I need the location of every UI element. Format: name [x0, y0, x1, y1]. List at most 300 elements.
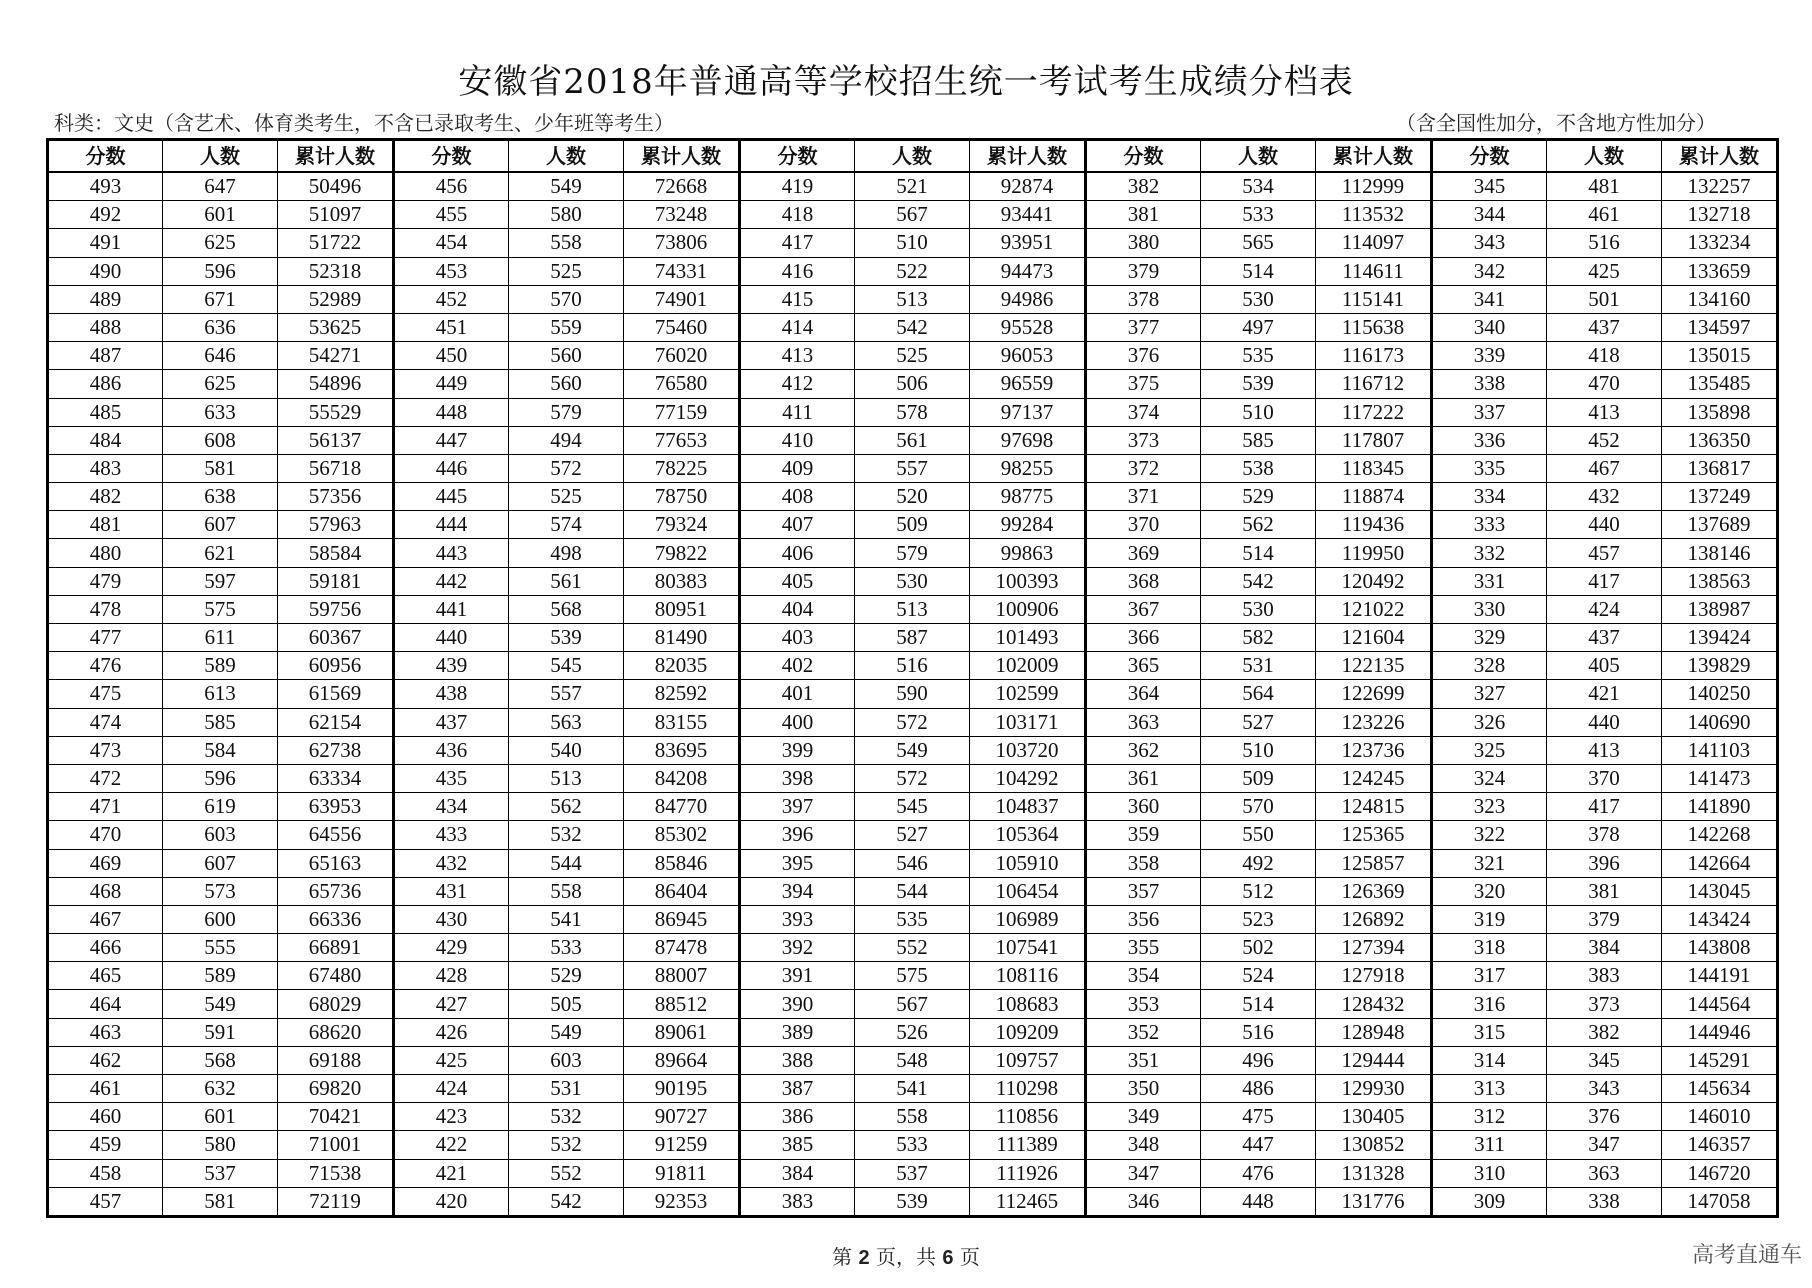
cell-score: 483 — [48, 454, 163, 482]
cell-score: 318 — [1432, 934, 1547, 962]
cell-score: 425 — [394, 1046, 509, 1074]
cell-count: 513 — [855, 285, 970, 313]
cell-cumulative: 97698 — [970, 426, 1086, 454]
cell-count: 513 — [855, 595, 970, 623]
cell-count: 580 — [509, 201, 624, 229]
cell-count: 529 — [1201, 483, 1316, 511]
cell-score: 404 — [740, 595, 855, 623]
cell-score: 375 — [1086, 370, 1201, 398]
cell-cumulative: 117222 — [1316, 398, 1432, 426]
table-row — [48, 370, 1778, 398]
cell-score: 446 — [394, 454, 509, 482]
cell-score: 332 — [1432, 539, 1547, 567]
cell-cumulative: 129444 — [1316, 1046, 1432, 1074]
cell-cumulative: 111926 — [970, 1159, 1086, 1187]
cell-score: 366 — [1086, 624, 1201, 652]
cell-cumulative: 61569 — [278, 680, 394, 708]
cell-score: 349 — [1086, 1103, 1201, 1131]
table-row — [48, 680, 1778, 708]
cell-count: 539 — [1201, 370, 1316, 398]
table-row — [48, 426, 1778, 454]
cell-count: 514 — [1201, 539, 1316, 567]
cell-cumulative: 140690 — [1662, 708, 1778, 736]
cell-score: 362 — [1086, 736, 1201, 764]
cell-count: 549 — [855, 736, 970, 764]
cell-score: 360 — [1086, 793, 1201, 821]
cell-count: 513 — [509, 764, 624, 792]
cell-score: 333 — [1432, 511, 1547, 539]
cell-score: 409 — [740, 454, 855, 482]
cell-count: 506 — [855, 370, 970, 398]
cell-count: 525 — [855, 342, 970, 370]
cell-score: 335 — [1432, 454, 1547, 482]
cell-count: 532 — [509, 821, 624, 849]
cell-score: 406 — [740, 539, 855, 567]
cell-count: 509 — [855, 511, 970, 539]
cell-cumulative: 69820 — [278, 1075, 394, 1103]
table-row — [48, 539, 1778, 567]
cell-count: 589 — [163, 652, 278, 680]
cell-score: 476 — [48, 652, 163, 680]
cell-cumulative: 68620 — [278, 1018, 394, 1046]
cell-count: 558 — [509, 877, 624, 905]
table-row — [48, 652, 1778, 680]
cell-cumulative: 89061 — [624, 1018, 740, 1046]
cell-score: 468 — [48, 877, 163, 905]
cell-cumulative: 75460 — [624, 313, 740, 341]
column-header-score: 分数 — [1432, 140, 1547, 173]
cell-score: 353 — [1086, 990, 1201, 1018]
cell-score: 456 — [394, 172, 509, 201]
table-row — [48, 567, 1778, 595]
cell-score: 313 — [1432, 1075, 1547, 1103]
cell-count: 363 — [1547, 1159, 1662, 1187]
cell-cumulative: 98775 — [970, 483, 1086, 511]
cell-count: 417 — [1547, 793, 1662, 821]
cell-count: 526 — [855, 1018, 970, 1046]
cell-count: 467 — [1547, 454, 1662, 482]
cell-count: 633 — [163, 398, 278, 426]
cell-cumulative: 145634 — [1662, 1075, 1778, 1103]
column-header-count: 人数 — [509, 140, 624, 173]
cell-score: 321 — [1432, 849, 1547, 877]
cell-cumulative: 119950 — [1316, 539, 1432, 567]
cell-cumulative: 92353 — [624, 1187, 740, 1216]
cell-score: 383 — [740, 1187, 855, 1216]
cell-count: 582 — [1201, 624, 1316, 652]
cell-count: 418 — [1547, 342, 1662, 370]
cell-count: 481 — [1547, 172, 1662, 201]
cell-count: 632 — [163, 1075, 278, 1103]
cell-cumulative: 102009 — [970, 652, 1086, 680]
cell-score: 365 — [1086, 652, 1201, 680]
cell-count: 584 — [163, 736, 278, 764]
cell-count: 544 — [509, 849, 624, 877]
cell-score: 440 — [394, 624, 509, 652]
cell-cumulative: 58584 — [278, 539, 394, 567]
cell-score: 382 — [1086, 172, 1201, 201]
cell-cumulative: 141103 — [1662, 736, 1778, 764]
cell-count: 529 — [509, 962, 624, 990]
cell-score: 400 — [740, 708, 855, 736]
cell-score: 376 — [1086, 342, 1201, 370]
cell-score: 463 — [48, 1018, 163, 1046]
cell-cumulative: 138563 — [1662, 567, 1778, 595]
cell-cumulative: 144946 — [1662, 1018, 1778, 1046]
cell-cumulative: 77653 — [624, 426, 740, 454]
cell-score: 439 — [394, 652, 509, 680]
cell-count: 382 — [1547, 1018, 1662, 1046]
cell-cumulative: 57963 — [278, 511, 394, 539]
cell-count: 542 — [1201, 567, 1316, 595]
table-row — [48, 821, 1778, 849]
cell-score: 460 — [48, 1103, 163, 1131]
cell-count: 345 — [1547, 1046, 1662, 1074]
cell-score: 481 — [48, 511, 163, 539]
cell-cumulative: 74901 — [624, 285, 740, 313]
cell-score: 311 — [1432, 1131, 1547, 1159]
cell-cumulative: 91259 — [624, 1131, 740, 1159]
cell-cumulative: 141473 — [1662, 764, 1778, 792]
cell-count: 590 — [855, 680, 970, 708]
cell-count: 558 — [509, 229, 624, 257]
cell-count: 607 — [163, 511, 278, 539]
cell-cumulative: 78225 — [624, 454, 740, 482]
column-header-count: 人数 — [1201, 140, 1316, 173]
cell-score: 319 — [1432, 905, 1547, 933]
cell-score: 492 — [48, 201, 163, 229]
cell-cumulative: 104292 — [970, 764, 1086, 792]
cell-score: 416 — [740, 257, 855, 285]
cell-score: 469 — [48, 849, 163, 877]
cell-count: 347 — [1547, 1131, 1662, 1159]
cell-score: 328 — [1432, 652, 1547, 680]
cell-score: 347 — [1086, 1159, 1201, 1187]
cell-count: 421 — [1547, 680, 1662, 708]
cell-score: 426 — [394, 1018, 509, 1046]
cell-cumulative: 81490 — [624, 624, 740, 652]
cell-cumulative: 122135 — [1316, 652, 1432, 680]
cell-count: 470 — [1547, 370, 1662, 398]
cell-count: 600 — [163, 905, 278, 933]
cell-count: 560 — [509, 342, 624, 370]
cell-score: 453 — [394, 257, 509, 285]
cell-cumulative: 146720 — [1662, 1159, 1778, 1187]
cell-cumulative: 128948 — [1316, 1018, 1432, 1046]
cell-cumulative: 93441 — [970, 201, 1086, 229]
cell-score: 402 — [740, 652, 855, 680]
cell-cumulative: 115141 — [1316, 285, 1432, 313]
cell-count: 542 — [509, 1187, 624, 1216]
column-header-cumulative: 累计人数 — [624, 140, 740, 173]
cell-count: 549 — [163, 990, 278, 1018]
cell-score: 422 — [394, 1131, 509, 1159]
cell-cumulative: 118874 — [1316, 483, 1432, 511]
cell-score: 336 — [1432, 426, 1547, 454]
cell-cumulative: 133234 — [1662, 229, 1778, 257]
cell-cumulative: 99863 — [970, 539, 1086, 567]
cell-count: 557 — [855, 454, 970, 482]
cell-cumulative: 108683 — [970, 990, 1086, 1018]
cell-score: 381 — [1086, 201, 1201, 229]
cell-count: 560 — [509, 370, 624, 398]
cell-cumulative: 120492 — [1316, 567, 1432, 595]
cell-count: 413 — [1547, 736, 1662, 764]
cell-count: 541 — [509, 905, 624, 933]
current-page-number: 2 — [858, 1247, 870, 1269]
cell-score: 342 — [1432, 257, 1547, 285]
cell-score: 405 — [740, 567, 855, 595]
cell-cumulative: 89664 — [624, 1046, 740, 1074]
cell-score: 330 — [1432, 595, 1547, 623]
cell-cumulative: 121604 — [1316, 624, 1432, 652]
cell-score: 421 — [394, 1159, 509, 1187]
cell-score: 407 — [740, 511, 855, 539]
cell-count: 562 — [1201, 511, 1316, 539]
cell-count: 437 — [1547, 624, 1662, 652]
cell-cumulative: 146357 — [1662, 1131, 1778, 1159]
cell-count: 338 — [1547, 1187, 1662, 1216]
cell-cumulative: 73248 — [624, 201, 740, 229]
table-row — [48, 962, 1778, 990]
table-row — [48, 595, 1778, 623]
cell-cumulative: 124245 — [1316, 764, 1432, 792]
cell-score: 373 — [1086, 426, 1201, 454]
cell-score: 427 — [394, 990, 509, 1018]
cell-score: 428 — [394, 962, 509, 990]
cell-cumulative: 110298 — [970, 1075, 1086, 1103]
cell-cumulative: 65736 — [278, 877, 394, 905]
cell-cumulative: 144564 — [1662, 990, 1778, 1018]
cell-count: 530 — [1201, 285, 1316, 313]
cell-cumulative: 134597 — [1662, 313, 1778, 341]
cell-cumulative: 116173 — [1316, 342, 1432, 370]
cell-count: 384 — [1547, 934, 1662, 962]
cell-cumulative: 130852 — [1316, 1131, 1432, 1159]
cell-count: 534 — [1201, 172, 1316, 201]
cell-count: 516 — [1547, 229, 1662, 257]
table-row — [48, 764, 1778, 792]
cell-score: 386 — [740, 1103, 855, 1131]
cell-count: 607 — [163, 849, 278, 877]
cell-cumulative: 62738 — [278, 736, 394, 764]
cell-count: 476 — [1201, 1159, 1316, 1187]
column-header-cumulative: 累计人数 — [1662, 140, 1778, 173]
cell-count: 603 — [163, 821, 278, 849]
cell-score: 320 — [1432, 877, 1547, 905]
cell-count: 370 — [1547, 764, 1662, 792]
cell-count: 510 — [1201, 398, 1316, 426]
cell-count: 440 — [1547, 511, 1662, 539]
cell-count: 520 — [855, 483, 970, 511]
cell-score: 411 — [740, 398, 855, 426]
cell-count: 573 — [163, 877, 278, 905]
footer-middle: 页，共 — [869, 1245, 943, 1269]
cell-score: 480 — [48, 539, 163, 567]
cell-score: 471 — [48, 793, 163, 821]
cell-score: 322 — [1432, 821, 1547, 849]
cell-cumulative: 69188 — [278, 1046, 394, 1074]
cell-count: 523 — [1201, 905, 1316, 933]
table-row — [48, 483, 1778, 511]
cell-count: 565 — [1201, 229, 1316, 257]
cell-cumulative: 66336 — [278, 905, 394, 933]
cell-cumulative: 127918 — [1316, 962, 1432, 990]
cell-count: 396 — [1547, 849, 1662, 877]
cell-score: 423 — [394, 1103, 509, 1131]
cell-cumulative: 51097 — [278, 201, 394, 229]
cell-cumulative: 63953 — [278, 793, 394, 821]
cell-cumulative: 117807 — [1316, 426, 1432, 454]
cell-score: 479 — [48, 567, 163, 595]
cell-cumulative: 100906 — [970, 595, 1086, 623]
cell-count: 532 — [509, 1103, 624, 1131]
column-header-cumulative: 累计人数 — [970, 140, 1086, 173]
cell-score: 413 — [740, 342, 855, 370]
table-row — [48, 1103, 1778, 1131]
cell-count: 530 — [1201, 595, 1316, 623]
cell-score: 467 — [48, 905, 163, 933]
cell-cumulative: 90195 — [624, 1075, 740, 1103]
cell-score: 323 — [1432, 793, 1547, 821]
cell-cumulative: 126369 — [1316, 877, 1432, 905]
cell-count: 572 — [509, 454, 624, 482]
cell-score: 465 — [48, 962, 163, 990]
cell-count: 448 — [1201, 1187, 1316, 1216]
cell-count: 575 — [855, 962, 970, 990]
cell-count: 452 — [1547, 426, 1662, 454]
cell-score: 326 — [1432, 708, 1547, 736]
column-header-score: 分数 — [48, 140, 163, 173]
cell-count: 425 — [1547, 257, 1662, 285]
cell-cumulative: 108116 — [970, 962, 1086, 990]
cell-score: 473 — [48, 736, 163, 764]
cell-score: 451 — [394, 313, 509, 341]
cell-count: 601 — [163, 1103, 278, 1131]
cell-cumulative: 119436 — [1316, 511, 1432, 539]
cell-score: 390 — [740, 990, 855, 1018]
cell-cumulative: 142268 — [1662, 821, 1778, 849]
cell-count: 549 — [509, 1018, 624, 1046]
cell-count: 564 — [1201, 680, 1316, 708]
cell-count: 537 — [163, 1159, 278, 1187]
cell-cumulative: 96053 — [970, 342, 1086, 370]
cell-cumulative: 138987 — [1662, 595, 1778, 623]
cell-cumulative: 123736 — [1316, 736, 1432, 764]
cell-count: 636 — [163, 313, 278, 341]
footer-suffix: 页 — [953, 1245, 980, 1269]
cell-count: 486 — [1201, 1075, 1316, 1103]
cell-count: 601 — [163, 201, 278, 229]
cell-count: 541 — [855, 1075, 970, 1103]
cell-cumulative: 72119 — [278, 1187, 394, 1216]
column-header-count: 人数 — [855, 140, 970, 173]
cell-count: 549 — [509, 172, 624, 201]
cell-count: 561 — [509, 567, 624, 595]
cell-cumulative: 113532 — [1316, 201, 1432, 229]
cell-score: 331 — [1432, 567, 1547, 595]
cell-score: 448 — [394, 398, 509, 426]
cell-score: 461 — [48, 1075, 163, 1103]
table-row — [48, 511, 1778, 539]
cell-cumulative: 94473 — [970, 257, 1086, 285]
cell-score: 329 — [1432, 624, 1547, 652]
cell-score: 387 — [740, 1075, 855, 1103]
cell-score: 358 — [1086, 849, 1201, 877]
cell-score: 436 — [394, 736, 509, 764]
cell-score: 316 — [1432, 990, 1547, 1018]
cell-score: 389 — [740, 1018, 855, 1046]
cell-count: 532 — [509, 1131, 624, 1159]
table-row — [48, 285, 1778, 313]
cell-count: 625 — [163, 370, 278, 398]
cell-score: 351 — [1086, 1046, 1201, 1074]
cell-cumulative: 137249 — [1662, 483, 1778, 511]
cell-score: 339 — [1432, 342, 1547, 370]
cell-count: 378 — [1547, 821, 1662, 849]
cell-count: 537 — [855, 1159, 970, 1187]
cell-score: 414 — [740, 313, 855, 341]
cell-count: 440 — [1547, 708, 1662, 736]
cell-cumulative: 82592 — [624, 680, 740, 708]
cell-cumulative: 125365 — [1316, 821, 1432, 849]
cell-cumulative: 53625 — [278, 313, 394, 341]
cell-count: 525 — [509, 257, 624, 285]
cell-score: 433 — [394, 821, 509, 849]
table-row — [48, 257, 1778, 285]
cell-count: 509 — [1201, 764, 1316, 792]
cell-count: 475 — [1201, 1103, 1316, 1131]
cell-score: 445 — [394, 483, 509, 511]
cell-cumulative: 83155 — [624, 708, 740, 736]
cell-cumulative: 146010 — [1662, 1103, 1778, 1131]
cell-count: 494 — [509, 426, 624, 454]
table-row — [48, 1159, 1778, 1187]
cell-count: 424 — [1547, 595, 1662, 623]
cell-count: 525 — [509, 483, 624, 511]
cell-score: 325 — [1432, 736, 1547, 764]
cell-count: 524 — [1201, 962, 1316, 990]
cell-cumulative: 82035 — [624, 652, 740, 680]
cell-score: 419 — [740, 172, 855, 201]
cell-score: 437 — [394, 708, 509, 736]
cell-score: 355 — [1086, 934, 1201, 962]
column-header-score: 分数 — [1086, 140, 1201, 173]
cell-count: 552 — [509, 1159, 624, 1187]
cell-cumulative: 103720 — [970, 736, 1086, 764]
cell-cumulative: 52989 — [278, 285, 394, 313]
cell-score: 337 — [1432, 398, 1547, 426]
table-row — [48, 793, 1778, 821]
cell-cumulative: 84770 — [624, 793, 740, 821]
cell-count: 545 — [509, 652, 624, 680]
cell-count: 572 — [855, 764, 970, 792]
cell-count: 608 — [163, 426, 278, 454]
cell-count: 557 — [509, 680, 624, 708]
cell-score: 487 — [48, 342, 163, 370]
cell-cumulative: 79324 — [624, 511, 740, 539]
cell-score: 444 — [394, 511, 509, 539]
cell-score: 392 — [740, 934, 855, 962]
table-row — [48, 877, 1778, 905]
cell-cumulative: 106454 — [970, 877, 1086, 905]
cell-score: 396 — [740, 821, 855, 849]
cell-count: 589 — [163, 962, 278, 990]
cell-cumulative: 116712 — [1316, 370, 1432, 398]
cell-cumulative: 88007 — [624, 962, 740, 990]
cell-count: 591 — [163, 1018, 278, 1046]
cell-cumulative: 142664 — [1662, 849, 1778, 877]
